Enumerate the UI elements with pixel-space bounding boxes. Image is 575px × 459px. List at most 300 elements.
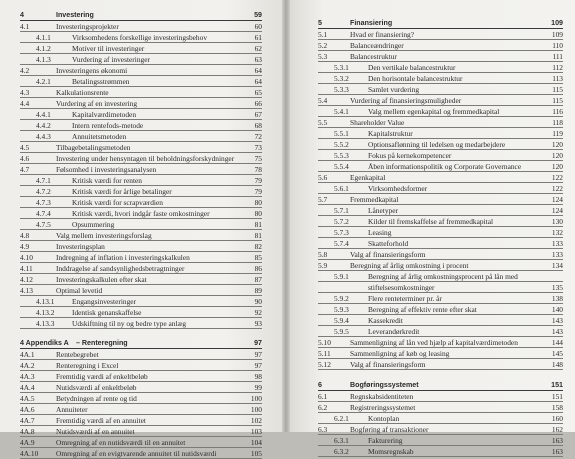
- toc-entry: [20, 318, 262, 329]
- toc-entry: [318, 227, 563, 238]
- toc-entry: [20, 241, 262, 252]
- section-title: Investeringsprojekter: [56, 22, 119, 31]
- toc-entry: [318, 282, 563, 293]
- left-page: [0, 0, 282, 458]
- section-title: Hvad er finansiering?: [350, 30, 415, 39]
- section-title: Tilbagebetalingsmetoden: [56, 143, 131, 152]
- page-number: 109: [551, 30, 563, 39]
- page-number: 113: [552, 74, 563, 83]
- section-number: 5.5.4: [334, 162, 349, 171]
- page-number: 73: [254, 143, 262, 152]
- toc-entry: [20, 219, 262, 230]
- page-number: 143: [551, 327, 563, 336]
- section-title: Vurdering af finansieringsmuligheder: [350, 96, 462, 105]
- section-title: Skatteforhold: [368, 239, 409, 248]
- page-number: 81: [254, 231, 262, 240]
- toc-entry: [318, 62, 563, 73]
- section-title: Registreringssystemet: [350, 403, 416, 412]
- section-title: Investering: [56, 11, 94, 19]
- section-title: Fremtidig værdi af en annuitet: [56, 416, 146, 425]
- page-number: 112: [552, 63, 563, 72]
- section-title: Inddragelse af sandsynlighedsbetragtninger: [56, 264, 185, 273]
- page-number: 133: [551, 239, 563, 248]
- page-number: 148: [551, 360, 563, 369]
- page-number: 144: [551, 338, 563, 347]
- page-number: 109: [551, 19, 563, 27]
- section-number: 4.13.3: [36, 319, 55, 328]
- page-number: 80: [254, 209, 262, 218]
- page-number: 60: [254, 22, 262, 31]
- section-title: Kapitalstruktur: [368, 129, 413, 138]
- page-number: 85: [254, 253, 262, 262]
- chapter-heading: [20, 338, 262, 349]
- chapter-heading: [318, 380, 563, 391]
- section-title: Fokus på kernekompetencer: [368, 151, 452, 160]
- section-title: Annuiteter: [56, 405, 88, 414]
- page-number: 111: [552, 52, 563, 61]
- toc-entry: [318, 337, 563, 348]
- section-title: Betydningen af rente og tid: [56, 394, 137, 403]
- section-title: Fakturering: [368, 436, 403, 445]
- toc-entry: [318, 128, 563, 139]
- toc-entry: [318, 435, 563, 446]
- page-number: 120: [551, 140, 563, 149]
- toc-entry: [20, 197, 262, 208]
- toc-entry: [318, 29, 563, 40]
- section-title: Følsomhed i investeringsanalysen: [56, 165, 157, 174]
- page-number: 62: [254, 44, 262, 53]
- page-number: 104: [250, 438, 262, 447]
- section-title: Virksomhedsformer: [368, 184, 428, 193]
- section-number: 6.2.1: [334, 414, 349, 423]
- page-number: 133: [551, 250, 563, 259]
- page-number: 119: [552, 129, 563, 138]
- toc-entry: [318, 348, 563, 359]
- toc-entry: [20, 186, 262, 197]
- page-number: 59: [254, 11, 262, 19]
- page-number: 90: [254, 297, 262, 306]
- section-title: Regnskabsidentiteten: [350, 392, 414, 401]
- section-number: 5.7.1: [334, 206, 349, 215]
- section-number: 4A.1: [20, 350, 35, 359]
- page-number: 122: [551, 173, 563, 182]
- section-title: Kassekredit: [368, 316, 403, 325]
- section-number: 5: [318, 19, 322, 27]
- toc-entry: [20, 296, 262, 307]
- toc-entry: [20, 208, 262, 219]
- toc-entry: [318, 205, 563, 216]
- section-title: Investeringens økonomi: [56, 66, 128, 75]
- section-number: 4.10: [20, 253, 33, 262]
- section-title: Nutidsværdi af enkeltbeløb: [56, 383, 137, 392]
- section-number: 4.12: [20, 275, 33, 284]
- section-number: 5.11: [318, 349, 331, 358]
- section-number: 4.6: [20, 154, 30, 163]
- section-title: Vurdering af en investering: [56, 99, 138, 108]
- section-number: 4A.2: [20, 361, 35, 370]
- toc-entry: [20, 360, 262, 371]
- page-number: 120: [551, 151, 563, 160]
- page-number: 68: [254, 121, 262, 130]
- toc-entry: [318, 73, 563, 84]
- page-number: 102: [250, 416, 262, 425]
- section-title: Bogføring af transaktioner: [350, 425, 429, 434]
- section-number: 4A.8: [20, 427, 35, 436]
- section-title: Kontoplan: [368, 414, 400, 423]
- toc-entry: [318, 183, 563, 194]
- page-number: 132: [551, 228, 563, 237]
- page-number: 66: [254, 99, 262, 108]
- toc-entry: [20, 43, 262, 54]
- section-number: 4A.10: [20, 449, 39, 458]
- page-number: 105: [250, 449, 262, 458]
- page-number: 97: [254, 339, 262, 347]
- toc-entry: [318, 194, 563, 205]
- section-number: 5.3: [318, 52, 328, 61]
- section-title: Investeringskalkulen efter skat: [56, 275, 147, 284]
- section-title: Motiver til investeringer: [72, 44, 145, 53]
- toc-entry: [318, 216, 563, 227]
- section-number: 6: [318, 381, 322, 389]
- page-number: 80: [254, 198, 262, 207]
- section-number: 5.9.2: [334, 294, 349, 303]
- section-number: 5.5.1: [334, 129, 349, 138]
- section-number: 5.10: [318, 338, 331, 347]
- page-number: 100: [250, 405, 262, 414]
- section-title: Renteregning i Excel: [56, 361, 119, 370]
- section-title: Optionsaflønning til ledelsen og medarbejdere: [368, 140, 506, 149]
- section-title: Identisk genanskaffelse: [72, 308, 142, 317]
- page-number: 63: [254, 55, 262, 64]
- section-number: 5.7.3: [334, 228, 349, 237]
- section-title: Opsummering: [72, 220, 115, 229]
- page-number: 110: [552, 41, 563, 50]
- section-title: Annuitetsmetoden: [72, 132, 127, 141]
- section-title: Bogføringssystemet: [350, 381, 419, 389]
- section-number: 4A.6: [20, 405, 35, 414]
- toc-entry: [20, 393, 262, 404]
- section-title: Shareholder Value: [350, 118, 405, 127]
- section-number: 5.12: [318, 360, 331, 369]
- toc-entry: [318, 413, 563, 424]
- toc-entry: [20, 21, 262, 32]
- section-title: Vurdering af investeringer: [72, 55, 150, 64]
- toc-entry: [318, 161, 563, 172]
- section-title: Intern rentefods-metode: [72, 121, 144, 130]
- section-title: Samlet vurdering: [368, 85, 420, 94]
- section-number: 6.3.1: [334, 436, 349, 445]
- section-title: Leverandørkredit: [368, 327, 420, 336]
- section-title: Kritisk værdi for renten: [72, 176, 142, 185]
- section-number: 4A.7: [20, 416, 35, 425]
- section-number: 5.2: [318, 41, 328, 50]
- toc-entry: [20, 131, 262, 142]
- page-number: 124: [551, 206, 563, 215]
- section-title: Nutidsværdi af en annuitet: [56, 427, 135, 436]
- row-divider: [318, 456, 563, 457]
- page-number: 67: [254, 110, 262, 119]
- toc-entry: [20, 98, 262, 109]
- right-page: [290, 0, 575, 456]
- toc-entry: [318, 326, 563, 337]
- toc-entry: [318, 95, 563, 106]
- section-title: Udskiftning til ny og bedre type anlæg: [72, 319, 187, 328]
- section-number: 4.13.1: [36, 297, 55, 306]
- section-number: 5.3.3: [334, 85, 349, 94]
- toc-entry: [318, 304, 563, 315]
- page-number: 130: [551, 217, 563, 226]
- page-number: 162: [551, 425, 563, 434]
- section-title: Den vertikale balancestruktur: [368, 63, 456, 72]
- section-number: 5.6: [318, 173, 328, 182]
- toc-entry: [20, 307, 262, 318]
- section-title: Engangsinvesteringer: [72, 297, 137, 306]
- page-number: 98: [254, 372, 262, 381]
- page-number: 122: [551, 184, 563, 193]
- section-number: 4.2: [20, 66, 30, 75]
- toc-entry: [318, 446, 563, 457]
- section-title: Lånetyper: [368, 206, 398, 215]
- section-number: 4.13.2: [36, 308, 55, 317]
- toc-entry: [318, 84, 563, 95]
- section-title: Beregning af effektiv rente efter skat: [368, 305, 477, 314]
- page-number: 145: [551, 349, 563, 358]
- toc-entry: [20, 87, 262, 98]
- toc-entry: [318, 150, 563, 161]
- section-title: Kritisk værdi for årlige betalinger: [72, 187, 172, 196]
- toc-entry: [20, 274, 262, 285]
- section-title: Omregning af en evigtvarende annuitet til nutidsværdi: [56, 449, 217, 458]
- section-number: 4.7: [20, 165, 30, 174]
- section-number: 4.7.3: [36, 198, 51, 207]
- section-title: Balancestruktur: [350, 52, 397, 61]
- toc-entry: [20, 54, 262, 65]
- section-number: 6.3.2: [334, 447, 349, 456]
- section-number: 5.9.3: [334, 305, 349, 314]
- section-title: Leasing: [368, 228, 392, 237]
- page-number: 103: [250, 427, 262, 436]
- page-number: 86: [254, 264, 262, 273]
- section-number: 4.7.1: [36, 176, 51, 185]
- section-number: 6.3: [318, 425, 328, 434]
- page-number: 61: [254, 33, 262, 42]
- chapter-heading: [318, 18, 563, 29]
- toc-entry: [318, 315, 563, 326]
- page-number: 82: [254, 242, 262, 251]
- chapter-heading: [20, 10, 262, 21]
- section-title: Kilder til fremskaffelse af fremmedkapital: [368, 217, 494, 226]
- section-title: stiftelsesomkostninger: [368, 283, 435, 292]
- toc-entry: [318, 260, 563, 271]
- page-number: 138: [551, 294, 563, 303]
- page-number: 115: [552, 96, 563, 105]
- page-number: 163: [551, 436, 563, 445]
- page-number: 134: [551, 261, 563, 270]
- toc-entry: [20, 109, 262, 120]
- toc-entry: [318, 424, 563, 435]
- toc-entry: [20, 76, 262, 87]
- page-number: 135: [551, 283, 563, 292]
- section-title: Investering under hensyntagen til beholdningsforskydninger: [56, 154, 235, 163]
- toc-entry: [20, 437, 262, 448]
- section-title: Optimal levetid: [56, 286, 103, 295]
- section-title: Rentebegrebet: [56, 350, 99, 359]
- section-number: 5.9.4: [334, 316, 349, 325]
- page-number: 140: [551, 305, 563, 314]
- section-number: 5.6.1: [334, 184, 349, 193]
- section-number: 4.4: [20, 99, 30, 108]
- section-title: Beregning af årlig omkostningsprocent på lån med: [368, 272, 518, 281]
- section-number: 4.4.1: [36, 110, 51, 119]
- toc-entry: [20, 349, 262, 360]
- section-number: 4.11: [20, 264, 33, 273]
- toc-entry: [20, 252, 262, 263]
- section-number: 4.1.2: [36, 44, 51, 53]
- page-number: 78: [254, 165, 262, 174]
- section-number: 5.8: [318, 250, 328, 259]
- page-number: 81: [254, 220, 262, 229]
- page-number: 99: [254, 383, 262, 392]
- section-number: 4.9: [20, 242, 30, 251]
- toc-entry: [318, 238, 563, 249]
- section-number: 5.9.5: [334, 327, 349, 336]
- section-number: 4A.9: [20, 438, 35, 447]
- page-number: 100: [250, 394, 262, 403]
- section-title: Kalkulationsrente: [56, 88, 109, 97]
- book-spine: [282, 0, 290, 432]
- section-number: 4.4.2: [36, 121, 51, 130]
- toc-entry: [20, 175, 262, 186]
- page-number: 79: [254, 187, 262, 196]
- section-number: 4.1.3: [36, 55, 51, 64]
- section-number: 4.7.2: [36, 187, 51, 196]
- page-number: 151: [551, 381, 563, 389]
- section-number: 4.3: [20, 88, 30, 97]
- page-number: 158: [551, 403, 563, 412]
- section-title: Flere renteterminer pr. år: [368, 294, 442, 303]
- section-title: Valg mellem investeringsforslag: [56, 231, 152, 240]
- section-number: 5.7.4: [334, 239, 349, 248]
- section-number: 4.2.1: [36, 77, 51, 86]
- section-title: Beregning af årlig omkostning i procent: [350, 261, 469, 270]
- toc-entry: [20, 142, 262, 153]
- page-number: 89: [254, 286, 262, 295]
- section-number: 5.7: [318, 195, 328, 204]
- page-number: 151: [551, 392, 563, 401]
- section-number: 5.7.2: [334, 217, 349, 226]
- section-title: Den horisontale balancestruktur: [368, 74, 463, 83]
- section-number: 5.1: [318, 30, 328, 39]
- section-number: 4.7.5: [36, 220, 51, 229]
- toc-entry: [318, 271, 563, 282]
- section-title: Finansiering: [350, 19, 393, 27]
- toc-entry: [318, 293, 563, 304]
- page-number: 64: [254, 77, 262, 86]
- page-number: 87: [254, 275, 262, 284]
- toc-entry: [20, 32, 262, 43]
- section-number: 6.2: [318, 403, 328, 412]
- section-title: – Renteregning: [76, 339, 128, 347]
- section-title: Valg mellem egenkapital og fremmedkapital: [368, 107, 500, 116]
- section-title: Kritisk værdi for scrapværdien: [72, 198, 163, 207]
- toc-entry: [20, 65, 262, 76]
- page-number: 79: [254, 176, 262, 185]
- toc-entry: [20, 415, 262, 426]
- toc-entry: [20, 404, 262, 415]
- section-number: 4.8: [20, 231, 30, 240]
- section-number: 4: [20, 11, 24, 19]
- page-number: 143: [551, 316, 563, 325]
- toc-entry: [318, 40, 563, 51]
- row-divider: [20, 328, 262, 329]
- toc-entry: [318, 117, 563, 128]
- section-title: Åben informationspolitik og Corporate Governance: [368, 162, 522, 171]
- toc-entry: [20, 230, 262, 241]
- section-number: 4.1: [20, 22, 30, 31]
- section-number: 5.3.1: [334, 63, 349, 72]
- section-title: Sammenligning af køb og leasing: [350, 349, 450, 358]
- page-number: 65: [254, 88, 262, 97]
- toc-entry: [318, 106, 563, 117]
- section-number: 5.4.1: [334, 107, 349, 116]
- section-number: 4.7.4: [36, 209, 51, 218]
- section-number: 5.9: [318, 261, 328, 270]
- toc-entry: [20, 371, 262, 382]
- section-title: Investeringsplan: [56, 242, 105, 251]
- section-number: 4A.5: [20, 394, 35, 403]
- toc-entry: [20, 285, 262, 296]
- section-number: 4A.4: [20, 383, 35, 392]
- section-title: Valg af finansieringsform: [350, 250, 426, 259]
- page-number: 97: [254, 361, 262, 370]
- section-number: 4A.3: [20, 372, 35, 381]
- page-number: 93: [254, 319, 262, 328]
- section-title: Momsregnskab: [368, 447, 414, 456]
- toc-entry: [20, 153, 262, 164]
- toc-entry: [318, 249, 563, 260]
- page-number: 120: [551, 162, 563, 171]
- page-number: 163: [551, 447, 563, 456]
- page-number: 124: [551, 195, 563, 204]
- row-divider: [318, 369, 563, 370]
- toc-entry: [318, 139, 563, 150]
- toc-entry: [20, 120, 262, 131]
- page-number: 72: [254, 132, 262, 141]
- page-number: 160: [551, 414, 563, 423]
- section-number: 4.1.1: [36, 33, 51, 42]
- section-number: 4.5: [20, 143, 30, 152]
- section-title: Indregning af inflation i investeringskalkulen: [56, 253, 190, 262]
- page-number: 115: [552, 85, 563, 94]
- section-number: 4 Appendiks A: [20, 339, 69, 347]
- section-title: Omregning af en nutidsværdi til en annuitet: [56, 438, 186, 447]
- toc-entry: [20, 448, 262, 459]
- toc-entry: [20, 382, 262, 393]
- section-title: Kapitalværdimetoden: [72, 110, 137, 119]
- section-title: Egenkapital: [350, 173, 386, 182]
- toc-entry: [20, 263, 262, 274]
- page-number: 92: [254, 308, 262, 317]
- toc-entry: [318, 402, 563, 413]
- section-title: Fremmedkapital: [350, 195, 399, 204]
- page-number: 116: [552, 107, 563, 116]
- section-title: Betalingsstrømmen: [72, 77, 130, 86]
- toc-entry: [318, 172, 563, 183]
- toc-entry: [318, 391, 563, 402]
- section-title: Balanceændringer: [350, 41, 404, 50]
- section-number: 5.5.2: [334, 140, 349, 149]
- section-title: Sammenligning af lån ved hjælp af kapitalværdimetoden: [350, 338, 518, 347]
